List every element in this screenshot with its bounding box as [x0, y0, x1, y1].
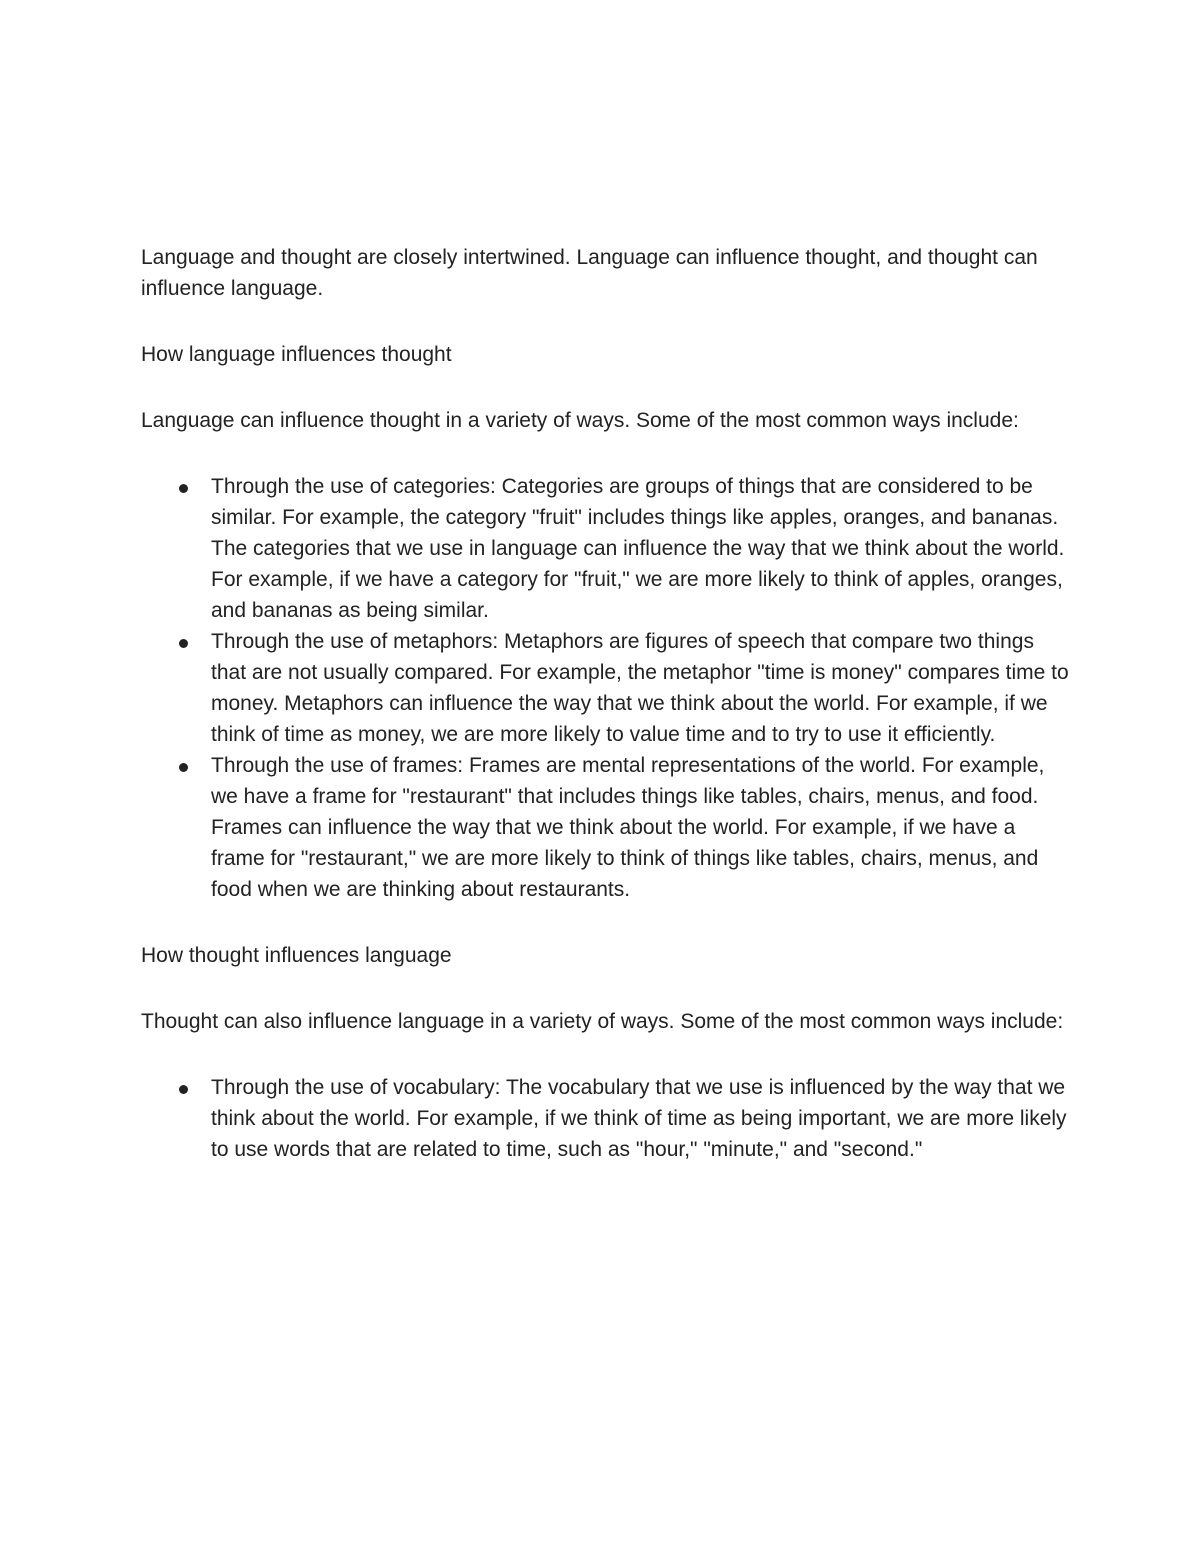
list-item — [141, 750, 1071, 905]
section-heading-language-influences-thought: How language influences thought — [141, 343, 452, 366]
section2-lead-paragraph: Thought can also influence language in a variety of ways. Some of the most common ways include: — [141, 1010, 1064, 1033]
intro-paragraph: Language and thought are closely intertwined. Language can influence thought, and thought can influence language. — [141, 246, 1038, 300]
list-item — [141, 626, 1071, 750]
list-item-text: Through the use of vocabulary: The vocabulary that we use is influenced by the way that we think about the world. For example, if we think of time as being important, we are more likely to use words that are related to time, such as "hour," "minute," and "second." — [211, 1076, 1067, 1161]
list-item — [141, 471, 1071, 626]
list-item-text: Through the use of frames: Frames are mental representations of the world. For example, we have a frame for "restaurant" that includes things like tables, chairs, menus, and food. Frames can influence the way that we think about the world. For example, if we have a frame for "restaurant," we are more likely to think of things like tables, chairs, menus, and food when we are thinking about restaurants. — [211, 754, 1045, 901]
list-item — [141, 1072, 1071, 1165]
section2-bullet-list — [141, 1072, 1071, 1165]
document-page — [141, 242, 1071, 1200]
bullet-icon — [179, 484, 188, 493]
bullet-icon — [179, 763, 188, 772]
section1-lead-paragraph: Language can influence thought in a variety of ways. Some of the most common ways include: — [141, 409, 1019, 432]
section1-bullet-list — [141, 471, 1071, 905]
section-heading-thought-influences-language: How thought influences language — [141, 944, 452, 967]
list-item-text: Through the use of metaphors: Metaphors are figures of speech that compare two things that are not usually compared. For example, the metaphor "time is money" compares time to money. Metaphors can influence the way that we think about the world. For example, if we think of time as money, we are more likely to value time and to try to use it efficiently. — [211, 630, 1069, 746]
bullet-icon — [179, 639, 188, 648]
bullet-icon — [179, 1085, 188, 1094]
list-item-text: Through the use of categories: Categories are groups of things that are considered to be similar. For example, the category "fruit" includes things like apples, oranges, and bananas. The categories that we use in language can influence the way that we think about the world. For example, if we have a category for "fruit," we are more likely to think of apples, oranges, and bananas as being similar. — [211, 475, 1065, 622]
